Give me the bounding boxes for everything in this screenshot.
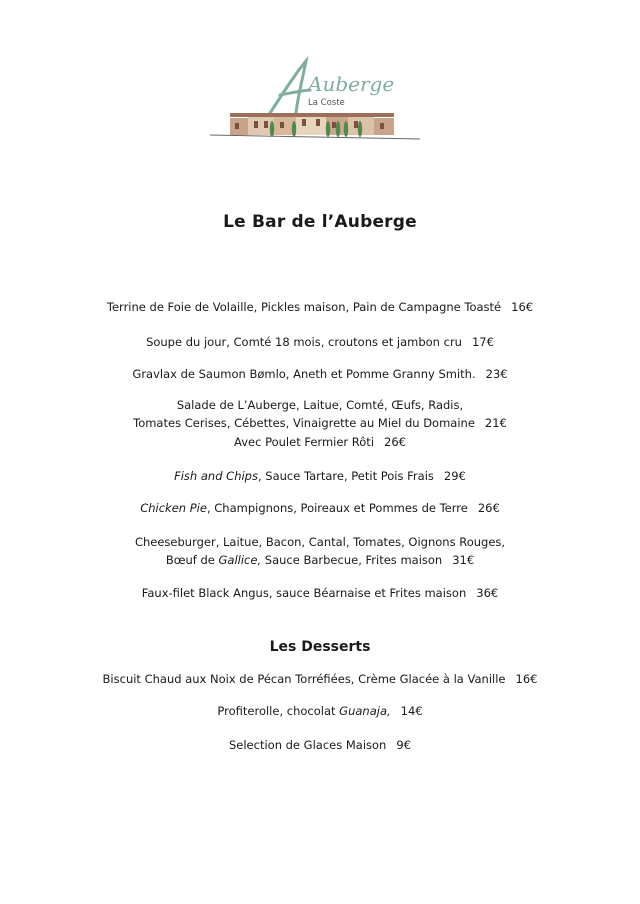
item-name: Gravlax de Saumon Bømlo, Aneth et Pomme Granny Smith. [132,367,476,381]
logo-subtitle: La Coste [308,98,345,108]
item-name: Terrine de Foie de Volaille, Pickles maison, Pain de Campagne Toasté [106,300,502,314]
item-name: Cheeseburger, Laitue, Bacon, Cantal, Tomates, Oignons Rouges, [134,535,506,549]
logo-name: Auberge [308,72,395,96]
item-name: Sauce Barbecue, Frites maison [261,553,443,567]
item-price: 36€ [476,586,499,600]
dessert-item [0,670,640,688]
item-price: 26€ [477,501,500,515]
item-name: Soupe du jour, Comté 18 mois, croutons et jambon cru [146,335,462,349]
item-name: Avec Poulet Fermier Rôti [234,435,375,449]
menu-item-line [0,433,640,451]
item-name: Profiterolle, chocolat [217,704,340,718]
item-name-italic: Fish and Chips [174,469,258,483]
menu-item [0,298,640,316]
auberge-logo [210,55,430,150]
menu-item-line [0,533,640,551]
desserts-title: Les Desserts [269,639,371,655]
item-name: , Sauce Tartare, Petit Pois Frais [257,469,434,483]
item-price: 17€ [471,335,494,349]
page-title: Le Bar de l’Auberge [223,212,417,232]
item-name-italic: Gallice, [218,553,262,567]
item-name: Bœuf de [165,553,219,567]
item-price: 14€ [400,704,423,718]
item-name: Biscuit Chaud aux Noix de Pécan Torréfiées, Crème Glacée à la Vanille [102,672,506,686]
menu-item [0,467,640,485]
dessert-item [0,736,640,754]
item-price: 29€ [443,469,466,483]
item-name-italic: Chicken Pie [140,501,207,515]
item-price: 26€ [384,435,406,449]
building-illustration-icon [210,113,420,139]
dessert-item [0,702,640,720]
item-price: 16€ [511,300,534,314]
menu-item-line [0,396,640,414]
item-name-italic: Guanaja, [339,704,391,718]
menu-item [0,365,640,383]
item-price: 16€ [515,672,538,686]
menu-item-line [0,551,640,569]
item-price: 23€ [485,367,508,381]
item-name: Selection de Glaces Maison [228,738,387,752]
item-price: 31€ [452,553,475,567]
menu-item [0,499,640,517]
item-price: 21€ [484,416,507,430]
item-price: 9€ [396,738,411,752]
item-name: Faux-filet Black Angus, sauce Béarnaise et Frites maison [141,586,467,600]
item-name: , Champignons, Poireaux et Pommes de Terre [206,501,468,515]
item-name: Salade de L’Auberge, Laitue, Comté, Œufs, Radis, [176,398,464,412]
menu-item [0,584,640,602]
item-name: Tomates Cerises, Cébettes, Vinaigrette au Miel du Domaine [133,416,475,430]
menu-item [0,333,640,351]
menu-item-line [0,414,640,432]
